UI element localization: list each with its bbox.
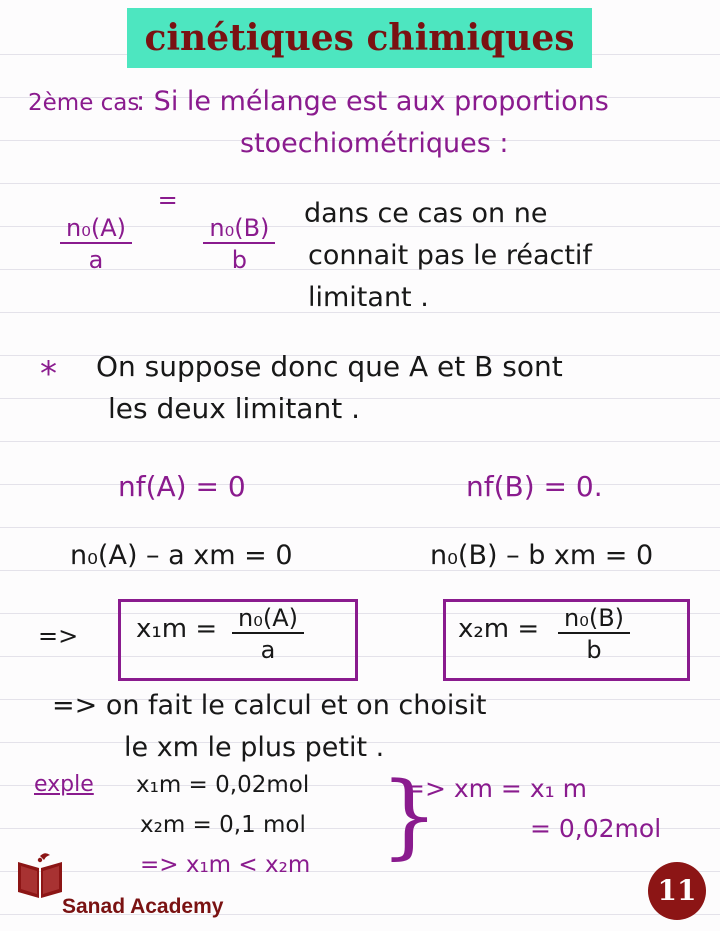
- example-result2: = 0,02mol: [530, 814, 662, 843]
- page-title: cinétiques chimiques: [144, 17, 575, 59]
- case-label: 2ème cas: [28, 90, 140, 116]
- x1-lhs: x₁m =: [136, 614, 218, 644]
- book-logo-icon: [12, 848, 68, 904]
- ratio-note-line1: dans ce cas on ne: [304, 198, 548, 229]
- example-line1: x₁m = 0,02mol: [136, 772, 310, 798]
- ratio-right-numerator: n₀(B): [209, 214, 270, 242]
- final-amount-a: nf(A) = 0: [118, 470, 246, 503]
- balance-equation-b: n₀(B) – b xm = 0: [430, 540, 654, 571]
- brand-name: Sanad Academy: [62, 895, 224, 918]
- x1-fraction: [232, 604, 304, 664]
- conclusion-line1: => on fait le calcul et on choisit: [52, 690, 487, 721]
- example-line2: x₂m = 0,1 mol: [140, 812, 306, 838]
- assumption-bullet: *: [40, 354, 57, 394]
- x2-numerator: n₀(B): [564, 604, 625, 632]
- x2-fraction: [558, 604, 630, 664]
- ratio-equals: =: [157, 186, 178, 214]
- x1-denominator: a: [260, 636, 276, 664]
- example-brace: }: [380, 762, 439, 869]
- ratio-left-denominator: a: [88, 246, 104, 274]
- assumption-line1: On suppose donc que A et B sont: [96, 350, 563, 383]
- ratio-equation: [60, 186, 275, 274]
- boxed-implication-arrow: =>: [38, 622, 79, 650]
- ratio-note-line3: limitant .: [308, 282, 429, 313]
- case-heading-line1: : Si le mélange est aux proportions: [136, 86, 609, 117]
- conclusion-line2: le xm le plus petit .: [124, 732, 385, 763]
- x2-denominator: b: [586, 636, 602, 664]
- title-banner: [127, 8, 592, 68]
- ratio-left-numerator: n₀(A): [66, 214, 126, 242]
- final-amount-b: nf(B) = 0.: [466, 470, 603, 503]
- case-heading-line2: stoechiométriques :: [240, 128, 509, 159]
- ratio-note-line2: connait pas le réactif: [308, 240, 592, 271]
- ratio-left-fraction: [60, 214, 132, 274]
- example-line3: => x₁m < x₂m: [140, 852, 311, 878]
- ratio-right-fraction: [203, 214, 275, 274]
- x1-numerator: n₀(A): [238, 604, 298, 632]
- x2-lhs: x₂m =: [458, 614, 540, 644]
- example-result1: => xm = x₁ m: [404, 774, 587, 803]
- example-label: exple: [34, 772, 94, 797]
- page-number-badge: 11: [648, 862, 706, 920]
- assumption-line2: les deux limitant .: [108, 392, 360, 425]
- ratio-right-denominator: b: [231, 246, 247, 274]
- balance-equation-a: n₀(A) – a xm = 0: [70, 540, 293, 571]
